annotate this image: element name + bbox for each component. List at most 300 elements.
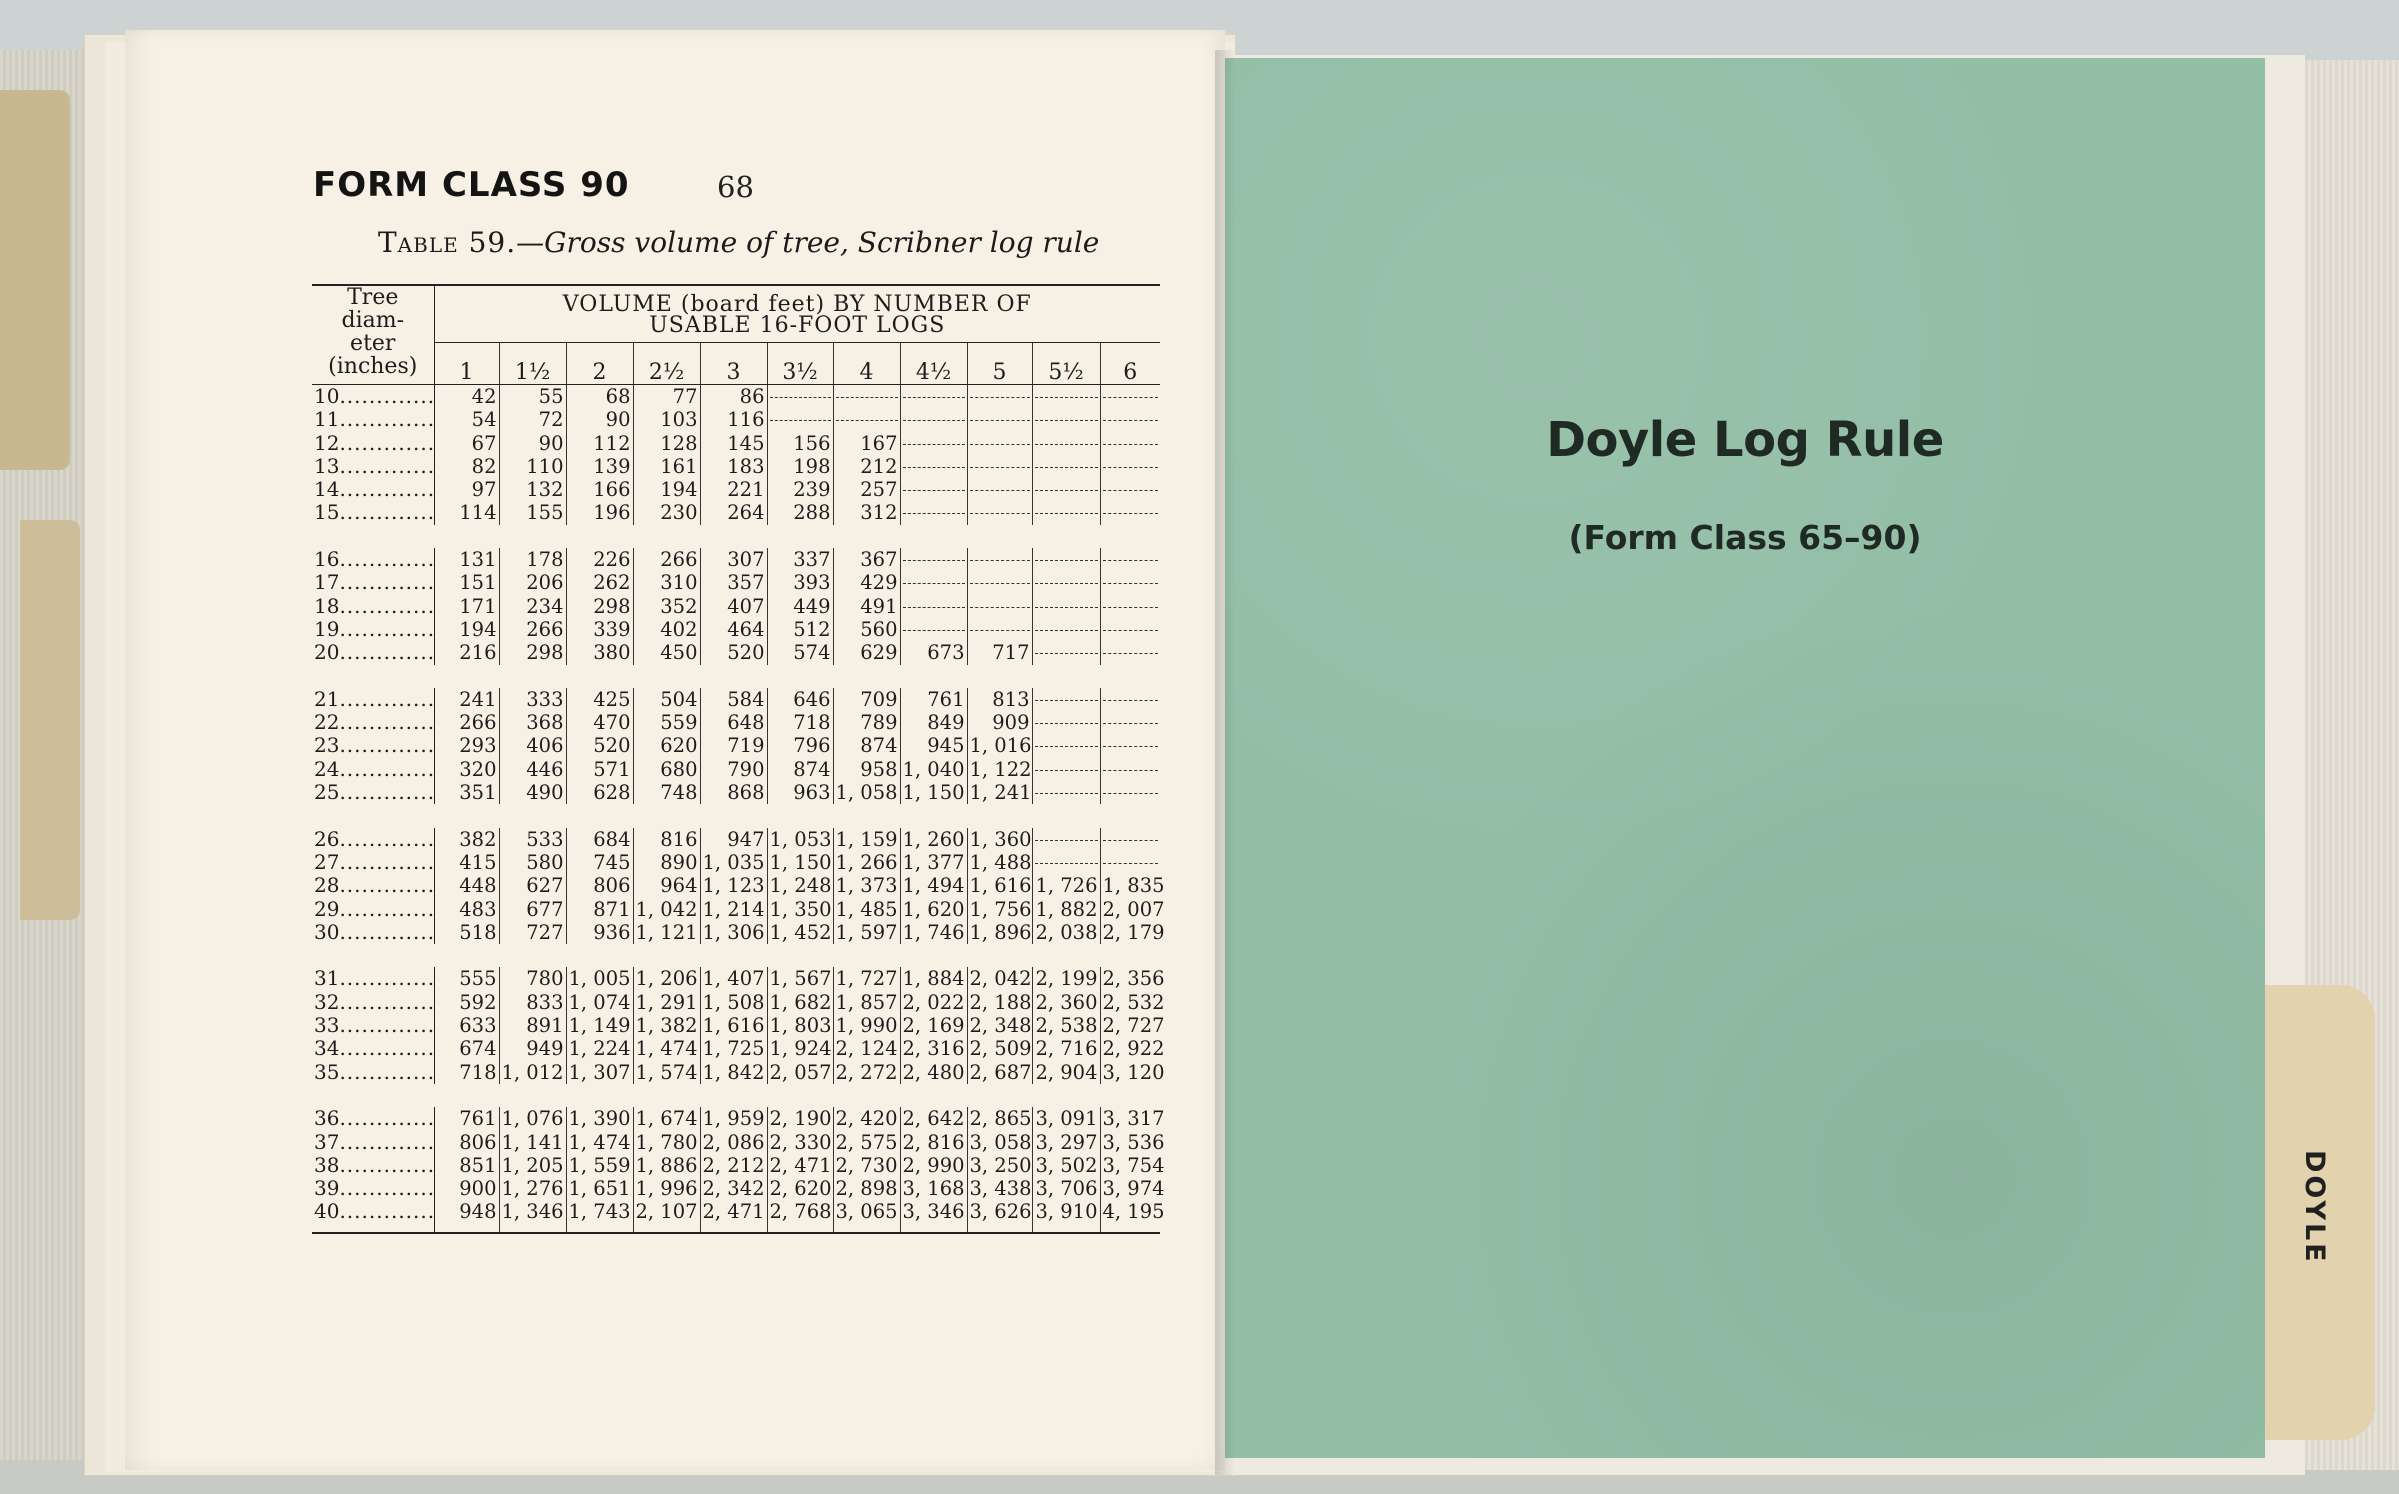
group-spacer-cell bbox=[312, 944, 1160, 967]
volume-cell: 891 bbox=[499, 1014, 566, 1037]
volume-cell: 949 bbox=[499, 1037, 566, 1060]
volume-cell: 2, 316 bbox=[900, 1037, 967, 1060]
volume-cell: 1, 005 bbox=[566, 967, 633, 990]
volume-cell: 2, 057 bbox=[767, 1061, 833, 1084]
volume-cell: 748 bbox=[633, 781, 700, 804]
diameter-cell: 24 ..... bbox=[312, 758, 434, 781]
volume-cell: 574 bbox=[767, 641, 833, 664]
table-row bbox=[312, 711, 1160, 734]
volume-cell: 1, 743 bbox=[566, 1200, 633, 1232]
volume-cell: 958 bbox=[833, 758, 900, 781]
table-row bbox=[312, 1177, 1160, 1200]
volume-cell: 234 bbox=[499, 595, 566, 618]
column-header: 6 bbox=[1100, 342, 1160, 384]
volume-cell: 90 bbox=[566, 408, 633, 431]
dash-leader bbox=[1103, 490, 1159, 491]
left-page-edge-shadow bbox=[125, 30, 155, 1470]
table-caption-label: Table 59. bbox=[378, 226, 517, 259]
volume-cell: 310 bbox=[633, 571, 700, 594]
volume-cell: 1, 291 bbox=[633, 991, 700, 1014]
volume-cell: 1, 567 bbox=[767, 967, 833, 990]
volume-cell: 1, 727 bbox=[833, 967, 900, 990]
volume-cell: 1, 882 bbox=[1032, 898, 1100, 921]
volume-cell: 55 bbox=[499, 385, 566, 409]
volume-cell: 3, 065 bbox=[833, 1200, 900, 1232]
volume-cell: 633 bbox=[459, 1014, 497, 1038]
dash-leader bbox=[1103, 723, 1159, 724]
group-spacer bbox=[312, 1084, 1160, 1107]
volume-cell: 1, 924 bbox=[767, 1037, 833, 1060]
diameter-cell: 39 ..... bbox=[312, 1177, 434, 1200]
volume-cell: 512 bbox=[767, 618, 833, 641]
dash-leader bbox=[1103, 863, 1159, 864]
volume-cell: 584 bbox=[700, 688, 767, 711]
diameter-cell: 25 ..... bbox=[312, 781, 434, 804]
volume-cell: 132 bbox=[499, 478, 566, 501]
volume-cell: 1, 474 bbox=[566, 1131, 633, 1154]
volume-cell: 1, 559 bbox=[566, 1154, 633, 1177]
volume-cell: 402 bbox=[633, 618, 700, 641]
volume-cell: 592 bbox=[459, 990, 497, 1014]
volume-cell: 86 bbox=[700, 385, 767, 409]
dash-leader bbox=[1035, 653, 1098, 654]
empty-value-cell bbox=[967, 595, 1032, 618]
dash-leader bbox=[903, 490, 965, 491]
volume-cell: 2, 342 bbox=[700, 1177, 767, 1200]
volume-cell: 145 bbox=[700, 432, 767, 455]
dash-leader bbox=[903, 444, 965, 445]
dash-leader bbox=[836, 420, 898, 421]
volume-cell: 2, 038 bbox=[1032, 921, 1100, 944]
volume-cell: 629 bbox=[833, 641, 900, 664]
volume-cell: 194 bbox=[633, 478, 700, 501]
empty-value-cell bbox=[1032, 734, 1100, 757]
volume-cell: 2, 190 bbox=[767, 1107, 833, 1130]
empty-value-cell bbox=[967, 571, 1032, 594]
volume-cell: 2, 188 bbox=[967, 991, 1032, 1014]
volume-cell: 2, 904 bbox=[1032, 1061, 1100, 1084]
volume-cell: 3, 910 bbox=[1032, 1200, 1100, 1232]
empty-value-cell bbox=[1032, 548, 1100, 571]
volume-cell: 560 bbox=[833, 618, 900, 641]
volume-cell: 1, 205 bbox=[499, 1154, 566, 1177]
dash-leader bbox=[1103, 607, 1159, 608]
volume-cell: 1, 390 bbox=[566, 1107, 633, 1130]
dash-leader bbox=[1103, 560, 1159, 561]
dash-leader bbox=[903, 397, 965, 398]
dash-leader bbox=[1035, 397, 1098, 398]
dash-leader bbox=[1035, 630, 1098, 631]
volume-cell: 337 bbox=[767, 548, 833, 571]
group-spacer bbox=[312, 525, 1160, 548]
dash-leader bbox=[970, 560, 1030, 561]
volume-cell: 533 bbox=[499, 828, 566, 851]
table-row bbox=[312, 385, 1160, 409]
volume-cell: 796 bbox=[767, 734, 833, 757]
volume-cell: 288 bbox=[767, 501, 833, 524]
empty-value-cell bbox=[1100, 408, 1160, 431]
volume-cell: 293 bbox=[459, 734, 497, 758]
volume-cell: 42 bbox=[471, 385, 497, 408]
empty-value-cell bbox=[1100, 478, 1160, 501]
volume-cell: 1, 574 bbox=[633, 1061, 700, 1084]
volume-cell: 1, 884 bbox=[900, 967, 967, 990]
volume-cell: 719 bbox=[700, 734, 767, 757]
dash-leader bbox=[1103, 420, 1159, 421]
table-row bbox=[312, 781, 1160, 804]
volume-cell: 1, 616 bbox=[967, 874, 1032, 897]
volume-cell: 155 bbox=[499, 501, 566, 524]
empty-value-cell bbox=[900, 385, 967, 409]
form-class-heading: FORM CLASS 90 bbox=[313, 165, 630, 205]
volume-cell: 684 bbox=[566, 828, 633, 851]
volume-cell: 298 bbox=[499, 641, 566, 664]
volume-cell: 198 bbox=[767, 455, 833, 478]
volume-cell: 307 bbox=[700, 548, 767, 571]
diameter-cell: 14 ..... bbox=[312, 478, 434, 501]
dash-leader bbox=[903, 513, 965, 514]
volume-cell: 2, 532 bbox=[1100, 991, 1160, 1014]
volume-cell: 382 bbox=[459, 827, 497, 851]
volume-cell: 1, 835 bbox=[1100, 874, 1160, 897]
table-row bbox=[312, 618, 1160, 641]
volume-cell: 212 bbox=[833, 455, 900, 478]
volume-cell: 646 bbox=[767, 688, 833, 711]
table-row bbox=[312, 501, 1160, 524]
dash-leader bbox=[1103, 444, 1159, 445]
volume-cell: 464 bbox=[700, 618, 767, 641]
column-header: 5 bbox=[967, 342, 1032, 384]
volume-cell: 833 bbox=[499, 991, 566, 1014]
volume-cell: 1, 206 bbox=[633, 967, 700, 990]
volume-cell: 555 bbox=[459, 967, 497, 991]
column-header: 2½ bbox=[633, 342, 700, 384]
volume-cell: 151 bbox=[459, 571, 497, 595]
volume-cell: 1, 959 bbox=[700, 1107, 767, 1130]
volume-cell: 161 bbox=[633, 455, 700, 478]
volume-cell: 2, 509 bbox=[967, 1037, 1032, 1060]
volume-cell: 3, 626 bbox=[967, 1200, 1032, 1232]
volume-cell: 717 bbox=[967, 641, 1032, 664]
dash-leader bbox=[1103, 793, 1159, 794]
dash-leader bbox=[903, 607, 965, 608]
empty-value-cell bbox=[1100, 571, 1160, 594]
volume-cell: 2, 816 bbox=[900, 1131, 967, 1154]
diameter-cell: 31 ..... bbox=[312, 967, 434, 990]
dash-leader bbox=[970, 607, 1030, 608]
column-header: 1½ bbox=[499, 342, 566, 384]
empty-value-cell bbox=[1100, 688, 1160, 711]
dash-leader bbox=[1103, 513, 1159, 514]
diameter-cell: 26 ..... bbox=[312, 828, 434, 851]
diameter-cell: 21 ..... bbox=[312, 688, 434, 711]
volume-cell: 2, 348 bbox=[967, 1014, 1032, 1037]
volume-cell: 3, 091 bbox=[1032, 1107, 1100, 1130]
volume-cell: 1, 121 bbox=[633, 921, 700, 944]
volume-cell: 1, 780 bbox=[633, 1131, 700, 1154]
volume-cell: 1, 886 bbox=[633, 1154, 700, 1177]
diameter-cell: 11 ..... bbox=[312, 408, 434, 431]
volume-cell: 2, 356 bbox=[1100, 967, 1160, 990]
dash-leader bbox=[1035, 420, 1098, 421]
volume-cell: 77 bbox=[633, 385, 700, 409]
volume-cell: 3, 754 bbox=[1100, 1154, 1160, 1177]
diameter-cell: 27 ..... bbox=[312, 851, 434, 874]
empty-value-cell bbox=[1032, 432, 1100, 455]
volume-cell: 1, 746 bbox=[900, 921, 967, 944]
volume-cell: 761 bbox=[459, 1107, 497, 1131]
volume-cell: 874 bbox=[833, 734, 900, 757]
volume-cell: 677 bbox=[499, 898, 566, 921]
volume-cell: 806 bbox=[566, 874, 633, 897]
dash-leader bbox=[1103, 746, 1159, 747]
volume-cell: 68 bbox=[566, 385, 633, 409]
volume-cell: 2, 199 bbox=[1032, 967, 1100, 990]
empty-value-cell bbox=[1100, 641, 1160, 664]
dash-leader bbox=[903, 630, 965, 631]
dash-leader bbox=[770, 420, 831, 421]
volume-cell: 2, 471 bbox=[767, 1154, 833, 1177]
volume-cell: 448 bbox=[459, 874, 497, 898]
table-row bbox=[312, 688, 1160, 711]
dash-leader bbox=[836, 397, 898, 398]
volume-cell: 1, 042 bbox=[633, 898, 700, 921]
divider-page-green bbox=[1225, 58, 2265, 1458]
volume-cell: 116 bbox=[700, 408, 767, 431]
volume-group-header: VOLUME (board feet) BY NUMBER OF USABLE 16-FOOT LOGS bbox=[434, 285, 1160, 342]
empty-value-cell bbox=[833, 408, 900, 431]
dash-leader bbox=[1035, 840, 1098, 841]
volume-cell: 816 bbox=[633, 828, 700, 851]
volume-cell: 1, 674 bbox=[633, 1107, 700, 1130]
index-tab-left-lower bbox=[20, 520, 80, 920]
column-header: 3½ bbox=[767, 342, 833, 384]
empty-value-cell bbox=[1100, 618, 1160, 641]
volume-cell: 407 bbox=[700, 595, 767, 618]
volume-cell: 709 bbox=[833, 688, 900, 711]
volume-cell: 194 bbox=[459, 617, 497, 641]
volume-cell: 1, 016 bbox=[967, 734, 1032, 757]
volume-cell: 580 bbox=[499, 851, 566, 874]
dash-leader bbox=[970, 397, 1030, 398]
dash-leader bbox=[1035, 444, 1098, 445]
table-row bbox=[312, 758, 1160, 781]
volume-cell: 674 bbox=[459, 1037, 497, 1061]
volume-cell: 110 bbox=[499, 455, 566, 478]
volume-cell: 2, 007 bbox=[1100, 898, 1160, 921]
volume-cell: 3, 168 bbox=[900, 1177, 967, 1200]
volume-cell: 67 bbox=[471, 431, 497, 455]
table-caption-text: —Gross volume of tree, Scribner log rule bbox=[516, 226, 1100, 259]
table-row bbox=[312, 548, 1160, 571]
group-spacer-cell bbox=[312, 804, 1160, 827]
empty-value-cell bbox=[900, 618, 967, 641]
dash-leader bbox=[1103, 397, 1159, 398]
dash-leader bbox=[970, 444, 1030, 445]
volume-cell: 813 bbox=[967, 688, 1032, 711]
empty-value-cell bbox=[900, 571, 967, 594]
volume-cell: 2, 272 bbox=[833, 1061, 900, 1084]
volume-cell: 1, 682 bbox=[767, 991, 833, 1014]
volume-cell: 266 bbox=[499, 618, 566, 641]
volume-cell: 139 bbox=[566, 455, 633, 478]
diameter-cell: 29 ..... bbox=[312, 898, 434, 921]
table-caption bbox=[378, 226, 1099, 259]
volume-cell: 3, 120 bbox=[1100, 1061, 1160, 1084]
volume-cell: 2, 620 bbox=[767, 1177, 833, 1200]
doyle-tab-label[interactable]: DOYLE bbox=[2299, 1150, 2330, 1265]
dash-leader bbox=[1035, 863, 1098, 864]
volume-cell: 221 bbox=[700, 478, 767, 501]
diameter-cell: 32 ..... bbox=[312, 991, 434, 1014]
table-row bbox=[312, 641, 1160, 664]
volume-cell: 167 bbox=[833, 432, 900, 455]
volume-cell: 3, 297 bbox=[1032, 1131, 1100, 1154]
volume-cell: 1, 141 bbox=[499, 1131, 566, 1154]
volume-cell: 627 bbox=[499, 874, 566, 897]
volume-cell: 909 bbox=[967, 711, 1032, 734]
table-row bbox=[312, 408, 1160, 431]
volume-cell: 406 bbox=[499, 734, 566, 757]
diameter-cell: 30 ..... bbox=[312, 921, 434, 944]
diameter-cell: 18 ..... bbox=[312, 595, 434, 618]
volume-cell: 3, 536 bbox=[1100, 1131, 1160, 1154]
dash-leader bbox=[970, 420, 1030, 421]
stub-header: Tree diam- eter (inches) bbox=[312, 285, 434, 385]
volume-cell: 156 bbox=[767, 432, 833, 455]
empty-value-cell bbox=[1032, 711, 1100, 734]
diameter-cell: 16 ..... bbox=[312, 548, 434, 571]
volume-cell: 1, 074 bbox=[566, 991, 633, 1014]
volume-cell: 3, 317 bbox=[1100, 1107, 1160, 1130]
volume-cell: 1, 488 bbox=[967, 851, 1032, 874]
volume-cell: 2, 022 bbox=[900, 991, 967, 1014]
dash-leader bbox=[970, 490, 1030, 491]
volume-cell: 351 bbox=[459, 781, 497, 805]
empty-value-cell bbox=[1032, 618, 1100, 641]
volume-cell: 97 bbox=[471, 478, 497, 502]
volume-cell: 2, 575 bbox=[833, 1131, 900, 1154]
diameter-cell: 15 ..... bbox=[312, 501, 434, 524]
volume-cell: 789 bbox=[833, 711, 900, 734]
volume-cell: 3, 346 bbox=[900, 1200, 967, 1232]
volume-cell: 2, 538 bbox=[1032, 1014, 1100, 1037]
dash-leader bbox=[770, 397, 831, 398]
volume-cell: 3, 058 bbox=[967, 1131, 1032, 1154]
volume-cell: 2, 042 bbox=[967, 967, 1032, 990]
volume-cell: 266 bbox=[459, 711, 497, 735]
volume-cell: 183 bbox=[700, 455, 767, 478]
volume-cell: 871 bbox=[566, 898, 633, 921]
volume-cell: 874 bbox=[767, 758, 833, 781]
empty-value-cell bbox=[967, 478, 1032, 501]
volume-cell: 1, 896 bbox=[967, 921, 1032, 944]
volume-cell: 1, 123 bbox=[700, 874, 767, 897]
volume-cell: 72 bbox=[499, 408, 566, 431]
volume-cell: 963 bbox=[767, 781, 833, 804]
empty-value-cell bbox=[967, 385, 1032, 409]
dash-leader bbox=[1103, 770, 1159, 771]
volume-cell: 114 bbox=[459, 501, 497, 525]
volume-cell: 490 bbox=[499, 781, 566, 804]
volume-cell: 1, 150 bbox=[767, 851, 833, 874]
table-row bbox=[312, 595, 1160, 618]
volume-cell: 380 bbox=[566, 641, 633, 664]
diameter-cell: 12 ..... bbox=[312, 432, 434, 455]
volume-cell: 1, 377 bbox=[900, 851, 967, 874]
volume-cell: 1, 159 bbox=[833, 828, 900, 851]
volume-cell: 1, 150 bbox=[900, 781, 967, 804]
volume-cell: 166 bbox=[566, 478, 633, 501]
empty-value-cell bbox=[900, 595, 967, 618]
volume-cell: 727 bbox=[499, 921, 566, 944]
empty-value-cell bbox=[967, 455, 1032, 478]
volume-cell: 518 bbox=[459, 920, 497, 944]
diameter-cell: 36 ..... bbox=[312, 1107, 434, 1130]
empty-value-cell bbox=[1032, 641, 1100, 664]
table-row bbox=[312, 1107, 1160, 1130]
empty-value-cell bbox=[1100, 758, 1160, 781]
diameter-cell: 28 ..... bbox=[312, 874, 434, 897]
volume-cell: 3, 438 bbox=[967, 1177, 1032, 1200]
volume-cell: 1, 035 bbox=[700, 851, 767, 874]
volume-cell: 1, 857 bbox=[833, 991, 900, 1014]
dash-leader bbox=[1035, 723, 1098, 724]
volume-cell: 1, 756 bbox=[967, 898, 1032, 921]
volume-cell: 1, 241 bbox=[967, 781, 1032, 804]
empty-value-cell bbox=[1100, 455, 1160, 478]
volume-cell: 945 bbox=[900, 734, 967, 757]
empty-value-cell bbox=[1032, 595, 1100, 618]
volume-cell: 262 bbox=[566, 571, 633, 594]
table-row bbox=[312, 1061, 1160, 1084]
diameter-cell: 33 ..... bbox=[312, 1014, 434, 1037]
volume-cell: 1, 149 bbox=[566, 1014, 633, 1037]
diameter-cell: 37 ..... bbox=[312, 1131, 434, 1154]
volume-cell: 1, 597 bbox=[833, 921, 900, 944]
volume-cell: 936 bbox=[566, 921, 633, 944]
volume-cell: 648 bbox=[700, 711, 767, 734]
volume-cell: 1, 726 bbox=[1032, 874, 1100, 897]
volume-cell: 333 bbox=[499, 688, 566, 711]
volume-cell: 947 bbox=[700, 828, 767, 851]
volume-cell: 446 bbox=[499, 758, 566, 781]
volume-cell: 368 bbox=[499, 711, 566, 734]
volume-cell: 1, 122 bbox=[967, 758, 1032, 781]
volume-cell: 367 bbox=[833, 548, 900, 571]
volume-cell: 1, 350 bbox=[767, 898, 833, 921]
volume-cell: 230 bbox=[633, 501, 700, 524]
volume-cell: 890 bbox=[633, 851, 700, 874]
empty-value-cell bbox=[833, 385, 900, 409]
column-header: 1 bbox=[434, 342, 499, 384]
volume-cell: 1, 373 bbox=[833, 874, 900, 897]
dash-leader bbox=[903, 560, 965, 561]
volume-cell: 2, 420 bbox=[833, 1107, 900, 1130]
diameter-cell: 38 ..... bbox=[312, 1154, 434, 1177]
volume-cell: 264 bbox=[700, 501, 767, 524]
table-row bbox=[312, 455, 1160, 478]
volume-cell: 2, 642 bbox=[900, 1107, 967, 1130]
volume-cell: 357 bbox=[700, 571, 767, 594]
volume-cell: 3, 502 bbox=[1032, 1154, 1100, 1177]
volume-cell: 491 bbox=[833, 595, 900, 618]
divider-subtitle: (Form Class 65–90) bbox=[1568, 518, 1922, 557]
empty-value-cell bbox=[1100, 595, 1160, 618]
group-spacer-cell bbox=[312, 525, 1160, 548]
dash-leader bbox=[1103, 583, 1159, 584]
table-row bbox=[312, 571, 1160, 594]
